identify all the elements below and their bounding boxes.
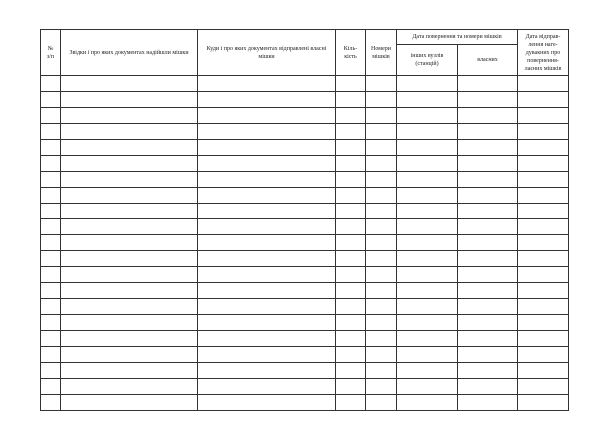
table-row bbox=[41, 171, 569, 187]
table-cell bbox=[458, 267, 518, 283]
table-cell bbox=[458, 123, 518, 139]
table-row bbox=[41, 394, 569, 410]
col-header-return-date-group-label: Дата повернення та номери мішків bbox=[412, 34, 502, 40]
table-cell bbox=[336, 235, 366, 251]
table-row bbox=[41, 346, 569, 362]
col-header-number bbox=[41, 30, 61, 76]
table-cell bbox=[397, 299, 458, 315]
table-cell bbox=[518, 267, 569, 283]
table-cell bbox=[458, 394, 518, 410]
table-cell bbox=[61, 203, 198, 219]
table-row bbox=[41, 251, 569, 267]
table-cell bbox=[336, 155, 366, 171]
col-header-number-label: № з/п bbox=[46, 45, 55, 60]
table-cell bbox=[518, 187, 569, 203]
table-cell bbox=[198, 331, 336, 347]
table-cell bbox=[366, 155, 397, 171]
table-cell bbox=[458, 203, 518, 219]
table-row bbox=[41, 203, 569, 219]
table-cell bbox=[458, 235, 518, 251]
table-cell bbox=[336, 394, 366, 410]
table-cell bbox=[518, 219, 569, 235]
table-cell bbox=[198, 267, 336, 283]
table-cell bbox=[518, 235, 569, 251]
table-cell bbox=[397, 331, 458, 347]
table-header bbox=[41, 30, 569, 76]
table-row bbox=[41, 76, 569, 92]
table-cell bbox=[61, 219, 198, 235]
table-cell bbox=[198, 299, 336, 315]
table-cell bbox=[397, 107, 458, 123]
table-cell bbox=[61, 267, 198, 283]
table-cell bbox=[61, 76, 198, 92]
table-cell bbox=[41, 283, 61, 299]
table-row bbox=[41, 155, 569, 171]
table-body bbox=[41, 76, 569, 411]
table-cell bbox=[366, 187, 397, 203]
table-cell bbox=[366, 251, 397, 267]
table-cell bbox=[397, 171, 458, 187]
table-row bbox=[41, 139, 569, 155]
table-cell bbox=[518, 378, 569, 394]
table-cell bbox=[336, 76, 366, 92]
table-cell bbox=[336, 378, 366, 394]
table-cell bbox=[41, 107, 61, 123]
table-cell bbox=[198, 219, 336, 235]
table-cell bbox=[518, 394, 569, 410]
table-row bbox=[41, 267, 569, 283]
table-cell bbox=[397, 235, 458, 251]
table-cell bbox=[366, 315, 397, 331]
col-header-bag-numbers bbox=[366, 30, 397, 76]
table-cell bbox=[397, 139, 458, 155]
table-cell bbox=[366, 267, 397, 283]
table-cell bbox=[518, 315, 569, 331]
table-cell bbox=[458, 331, 518, 347]
table-cell bbox=[397, 362, 458, 378]
table-cell bbox=[336, 219, 366, 235]
table-cell bbox=[458, 187, 518, 203]
table-cell bbox=[366, 203, 397, 219]
table-cell bbox=[41, 219, 61, 235]
table-cell bbox=[41, 378, 61, 394]
table-cell bbox=[458, 346, 518, 362]
table-cell bbox=[518, 139, 569, 155]
table-cell bbox=[336, 283, 366, 299]
table-cell bbox=[336, 203, 366, 219]
table-cell bbox=[397, 123, 458, 139]
table-cell bbox=[198, 91, 336, 107]
table-row bbox=[41, 91, 569, 107]
table-cell bbox=[198, 107, 336, 123]
table-cell bbox=[518, 251, 569, 267]
col-header-quantity bbox=[336, 30, 366, 76]
col-header-dispatch-date bbox=[518, 30, 569, 76]
bag-register-table bbox=[40, 29, 569, 411]
col-header-bag-numbers-label: Номери мішків bbox=[371, 45, 391, 60]
table-cell bbox=[366, 394, 397, 410]
table-cell bbox=[41, 155, 61, 171]
table-cell bbox=[336, 171, 366, 187]
table-cell bbox=[41, 123, 61, 139]
table-row bbox=[41, 219, 569, 235]
table-cell bbox=[397, 91, 458, 107]
table-cell bbox=[198, 76, 336, 92]
table-cell bbox=[41, 139, 61, 155]
table-cell bbox=[458, 76, 518, 92]
table-cell bbox=[198, 378, 336, 394]
table-cell bbox=[458, 171, 518, 187]
table-cell bbox=[41, 91, 61, 107]
col-header-dispatch-date-label: Дата відправ- лення наге- дувакних про повернення- лаєних мішків bbox=[524, 33, 562, 72]
table-cell bbox=[518, 346, 569, 362]
table-cell bbox=[366, 378, 397, 394]
table-cell bbox=[397, 203, 458, 219]
table-row bbox=[41, 123, 569, 139]
table-cell bbox=[61, 251, 198, 267]
table-cell bbox=[518, 123, 569, 139]
table-cell bbox=[336, 331, 366, 347]
table-cell bbox=[336, 299, 366, 315]
table-cell bbox=[366, 91, 397, 107]
table-row bbox=[41, 362, 569, 378]
table-row bbox=[41, 331, 569, 347]
table-cell bbox=[336, 123, 366, 139]
col-header-quantity-label: Кіль- кість bbox=[343, 45, 358, 60]
table-cell bbox=[397, 76, 458, 92]
table-cell bbox=[198, 203, 336, 219]
table-cell bbox=[336, 187, 366, 203]
table-cell bbox=[336, 362, 366, 378]
table-cell bbox=[458, 107, 518, 123]
col-header-other-nodes bbox=[397, 45, 458, 76]
table-cell bbox=[198, 187, 336, 203]
table-cell bbox=[458, 378, 518, 394]
table-cell bbox=[366, 283, 397, 299]
table-cell bbox=[336, 346, 366, 362]
table-cell bbox=[336, 267, 366, 283]
table-cell bbox=[397, 346, 458, 362]
table-cell bbox=[198, 315, 336, 331]
table-cell bbox=[61, 315, 198, 331]
table-cell bbox=[518, 203, 569, 219]
table-row bbox=[41, 107, 569, 123]
table-row bbox=[41, 299, 569, 315]
table-cell bbox=[198, 283, 336, 299]
table-cell bbox=[397, 251, 458, 267]
table-row bbox=[41, 315, 569, 331]
table-cell bbox=[61, 91, 198, 107]
table-cell bbox=[61, 299, 198, 315]
table-cell bbox=[397, 283, 458, 299]
col-header-own bbox=[458, 45, 518, 76]
table-cell bbox=[458, 219, 518, 235]
table-cell bbox=[41, 315, 61, 331]
table-cell bbox=[198, 251, 336, 267]
table-cell bbox=[41, 235, 61, 251]
col-header-other-nodes-label: інших вузлів (станцій) bbox=[410, 53, 444, 67]
table-cell bbox=[61, 123, 198, 139]
table-cell bbox=[61, 155, 198, 171]
table-cell bbox=[518, 171, 569, 187]
table-cell bbox=[518, 362, 569, 378]
table-cell bbox=[198, 123, 336, 139]
table-row bbox=[41, 378, 569, 394]
table-cell bbox=[458, 251, 518, 267]
table-cell bbox=[61, 187, 198, 203]
table-cell bbox=[397, 155, 458, 171]
table-cell bbox=[41, 267, 61, 283]
table-cell bbox=[41, 331, 61, 347]
table-cell bbox=[397, 315, 458, 331]
table-cell bbox=[41, 76, 61, 92]
table-cell bbox=[518, 76, 569, 92]
col-header-return-date-group bbox=[397, 30, 518, 45]
table-cell bbox=[41, 299, 61, 315]
table-cell bbox=[366, 235, 397, 251]
table-cell bbox=[366, 76, 397, 92]
table-cell bbox=[518, 107, 569, 123]
table-cell bbox=[518, 283, 569, 299]
table-cell bbox=[366, 346, 397, 362]
table-cell bbox=[458, 299, 518, 315]
table-cell bbox=[61, 107, 198, 123]
table-cell bbox=[336, 91, 366, 107]
table-cell bbox=[198, 139, 336, 155]
table-cell bbox=[458, 362, 518, 378]
col-header-to-where-label: Куди і про яких документах відправлені власні мішки bbox=[206, 45, 327, 60]
table-cell bbox=[336, 251, 366, 267]
table-cell bbox=[397, 378, 458, 394]
table-cell bbox=[61, 378, 198, 394]
table-cell bbox=[458, 315, 518, 331]
table-cell bbox=[518, 155, 569, 171]
col-header-to-where bbox=[198, 30, 336, 76]
table-cell bbox=[198, 235, 336, 251]
table-cell bbox=[518, 91, 569, 107]
table-cell bbox=[518, 299, 569, 315]
table-cell bbox=[198, 155, 336, 171]
table-cell bbox=[366, 299, 397, 315]
table-cell bbox=[366, 171, 397, 187]
table-cell bbox=[61, 139, 198, 155]
table-cell bbox=[366, 219, 397, 235]
table-cell bbox=[366, 123, 397, 139]
table-cell bbox=[41, 187, 61, 203]
table-cell bbox=[41, 251, 61, 267]
table-cell bbox=[41, 203, 61, 219]
table-cell bbox=[61, 235, 198, 251]
table-cell bbox=[61, 171, 198, 187]
table-cell bbox=[397, 394, 458, 410]
table-cell bbox=[61, 331, 198, 347]
table-cell bbox=[61, 283, 198, 299]
table-cell bbox=[366, 107, 397, 123]
table-cell bbox=[61, 346, 198, 362]
col-header-from-where-label: Звідки і про яких документах надійшли мішки bbox=[69, 49, 189, 56]
table-cell bbox=[336, 139, 366, 155]
table-cell bbox=[336, 107, 366, 123]
table-cell bbox=[61, 394, 198, 410]
table-cell bbox=[41, 362, 61, 378]
table-cell bbox=[458, 155, 518, 171]
table-cell bbox=[61, 362, 198, 378]
table-cell bbox=[41, 346, 61, 362]
table-cell bbox=[458, 283, 518, 299]
table-cell bbox=[458, 91, 518, 107]
table-cell bbox=[366, 362, 397, 378]
table-cell bbox=[198, 362, 336, 378]
table-cell bbox=[397, 267, 458, 283]
table-row bbox=[41, 283, 569, 299]
table-cell bbox=[41, 394, 61, 410]
table-cell bbox=[458, 139, 518, 155]
table-cell bbox=[336, 315, 366, 331]
table-cell bbox=[41, 171, 61, 187]
table-cell bbox=[397, 219, 458, 235]
table-row bbox=[41, 235, 569, 251]
table-cell bbox=[198, 171, 336, 187]
table-cell bbox=[198, 394, 336, 410]
col-header-own-label: власних bbox=[477, 57, 498, 63]
table-cell bbox=[366, 331, 397, 347]
table-cell bbox=[397, 187, 458, 203]
table-cell bbox=[366, 139, 397, 155]
table-cell bbox=[198, 346, 336, 362]
table-row bbox=[41, 187, 569, 203]
col-header-from-where bbox=[61, 30, 198, 76]
table-cell bbox=[518, 331, 569, 347]
